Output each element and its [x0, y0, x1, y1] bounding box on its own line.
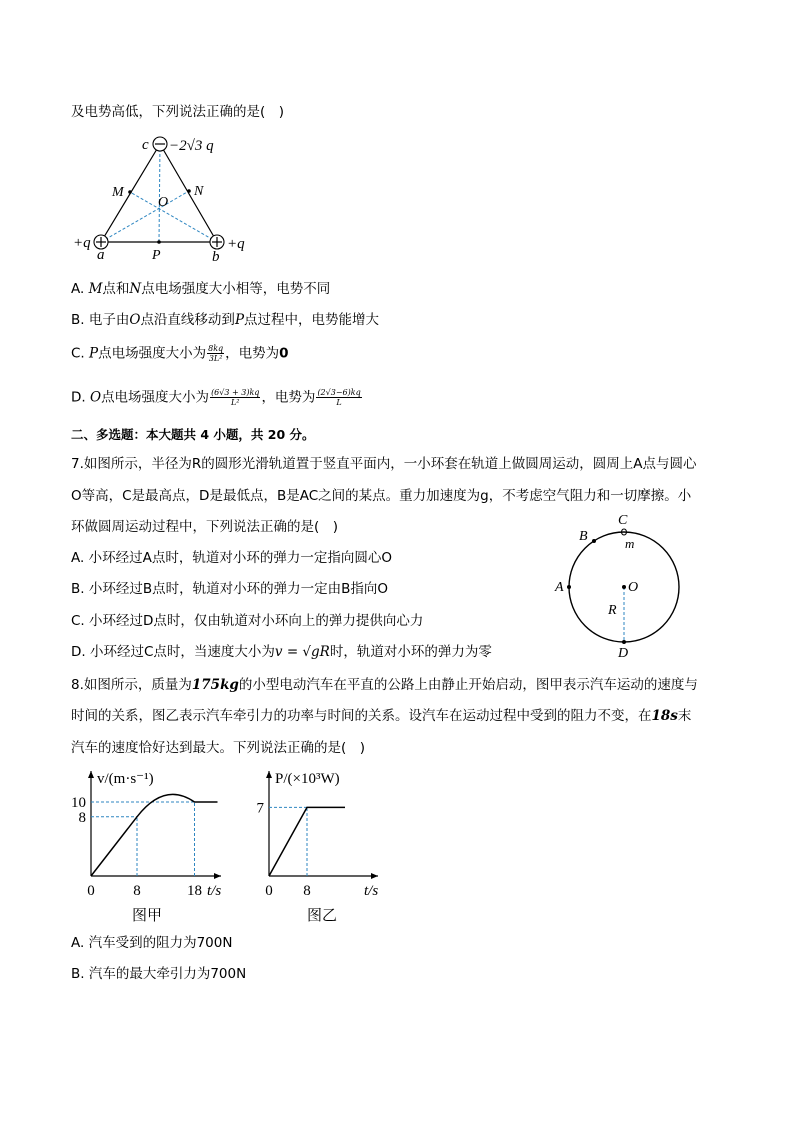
label-b: b — [212, 249, 220, 262]
label-B: B — [579, 529, 588, 544]
power-time-chart — [240, 765, 390, 925]
question-intro-line: 及电势高低，下列说法正确的是( ) — [71, 104, 285, 120]
fraction: $\frac{(2√3-6)kq}{L}$ — [317, 388, 361, 407]
circular-track-figure — [550, 510, 690, 660]
q6-option-d: D. O点电场强度大小为 $\frac{(6√3 + 3)kq}{\text{L²}}$ ，电势为 $\frac{(2√3-6)kq}{L}$ — [71, 388, 361, 407]
y-tick-label: 10 — [71, 795, 86, 811]
left-charge-label: +q — [73, 235, 91, 251]
label-m: m — [625, 536, 635, 551]
label-P: P — [152, 248, 161, 262]
x-tick-label: 0 — [87, 883, 95, 899]
fraction: $\frac{8kq}{\text{3L²}}$ — [208, 344, 224, 363]
q8-option-a: A. 汽车受到的阻力为700N — [71, 935, 233, 951]
x-tick-label: 18 — [187, 883, 202, 899]
series-line — [91, 794, 218, 876]
label-O: O — [628, 580, 639, 595]
label-N: N — [194, 184, 204, 199]
q7-line-2: O等高，C是最高点，D是最低点，B是AC之间的某点。重力加速度为g，不考虑空气阻力和一切摩擦。小 — [71, 488, 692, 504]
q6-option-c: C. P点电场强度大小为 $\frac{8kq}{\text{3L²}}$ ，电势为0 — [71, 344, 289, 363]
q8-line-2: 时间的关系，图乙表示汽车牵引力的功率与时间的关系。设汽车在运动过程中受到的阻力不变，在18s末 — [71, 708, 692, 724]
y-tick-label: 7 — [256, 800, 264, 817]
y-tick-label: 8 — [78, 809, 86, 826]
x-tick-label: 0 — [265, 883, 273, 899]
y-axis-arrow — [266, 771, 272, 778]
q7-option-d: D. 小环经过C点时，当速度大小为v = √gR时，轨道对小环的弹力为零 — [71, 644, 492, 660]
q7-line-3: 环做圆周运动过程中，下列说法正确的是( ) — [71, 519, 339, 535]
label-D: D — [618, 646, 629, 660]
right-charge-label: +q — [227, 236, 245, 252]
label-C: C — [618, 513, 628, 528]
q8-line-3: 汽车的速度恰好达到最大。下列说法正确的是( ) — [71, 740, 366, 756]
chart-title: 图乙 — [306, 906, 338, 924]
q8-line-1: 8.如图所示，质量为175kg的小型电动汽车在平直的公路上由静止开始启动，图甲表示汽车运动的速度与 — [71, 677, 698, 693]
label-M: M — [112, 185, 124, 200]
charge-triangle-figure — [70, 132, 260, 262]
y-axis-label: v/(m·s⁻¹) — [97, 771, 154, 787]
q6-option-b: B. 电子由O点沿直线移动到P点过程中，电势能增大 — [71, 312, 380, 328]
q7-option-a: A. 小环经过A点时，轨道对小环的弹力一定指向圆心O — [71, 550, 392, 566]
label-a: a — [97, 247, 105, 262]
label-c: c — [142, 137, 149, 153]
label-R: R — [608, 603, 617, 618]
y-axis-arrow — [88, 771, 94, 778]
q7-option-b: B. 小环经过B点时，轨道对小环的弹力一定由B指向O — [71, 581, 388, 597]
q7-option-c: C. 小环经过D点时，仅由轨道对小环向上的弹力提供向心力 — [71, 613, 424, 629]
q8-option-b: B. 汽车的最大牵引力为700N — [71, 966, 247, 982]
x-tick-label: 8 — [303, 883, 311, 899]
y-axis-label: P/(×10³W) — [275, 771, 340, 787]
section-title: 二、多选题：本大题共 4 小题，共 20 分。 — [71, 427, 315, 442]
label-O: O — [158, 195, 169, 210]
top-charge-label: −2√3 q — [169, 138, 214, 154]
velocity-time-chart — [58, 765, 228, 925]
chart-title: 图甲 — [131, 906, 163, 924]
label-A: A — [555, 580, 564, 595]
q7-line-1: 7.如图所示，半径为R的圆形光滑轨道置于竖直平面内，一小环套在轨道上做圆周运动，圆周上A点与圆心 — [71, 456, 697, 472]
x-axis-label: t/s — [364, 883, 379, 899]
x-tick-label: 8 — [133, 883, 141, 899]
fraction: $\frac{(6√3 + 3)kq}{\text{L²}}$ — [211, 388, 260, 407]
x-axis-arrow — [371, 873, 378, 879]
q6-option-a: A. M点和N点电场强度大小相等，电势不同 — [71, 281, 331, 297]
x-axis-arrow — [214, 873, 221, 879]
x-axis-label: t/s — [207, 883, 222, 899]
